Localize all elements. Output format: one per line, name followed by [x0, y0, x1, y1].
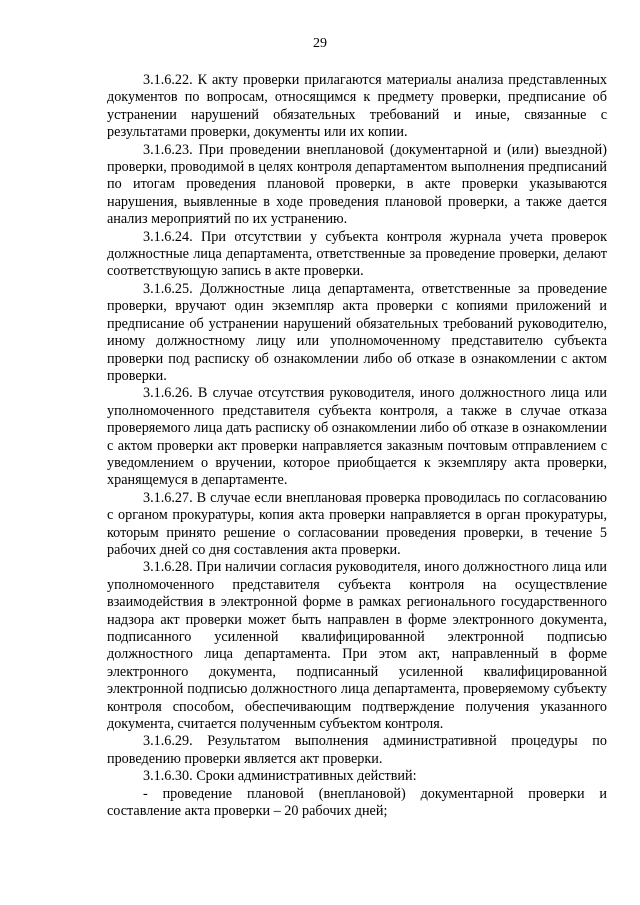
- paragraph-3-1-6-25: 3.1.6.25. Должностные лица департамента, ответственные за проведение проверки, вручают один экземпляр акта проверки с копиями приложений и предписание об устранении нарушений обязательных требований руководителю, иному должностному лицу или уполномоченному представителю субъекта проверки под расписку об ознакомлении либо об отказе в ознакомлении с актом проверки.: [107, 280, 607, 384]
- paragraph-3-1-6-30: 3.1.6.30. Сроки административных действий:: [143, 768, 417, 785]
- paragraph-3-1-6-28: 3.1.6.28. При наличии согласия руководителя, иного должностного лица или уполномоченного представителя субъекта контроля на осуществление взаимодействия в электронной форме в рамках регионального государственного надзора акт проверки может быть направлен в форме электронного документа, подписанного усиленной квалифицированной электронной подписью должностного лица департамента. При этом акт, направленный в форме электронного документа, подписанный усиленной квалифицированной электронной подписью должностного лица департамента, проверяемому субъекту контроля способом, обеспечивающим подтверждение получения указанного документа, считается полученным субъектом контроля.: [107, 559, 607, 733]
- list-item-documentary-check-deadline: - проведение плановой (внеплановой) документарной проверки и составление акта проверки – 20 рабочих дней;: [107, 785, 607, 820]
- paragraph-3-1-6-29: 3.1.6.29. Результатом выполнения административной процедуры по проведению проверки является акт проверки.: [107, 733, 607, 767]
- paragraph-3-1-6-24: 3.1.6.24. При отсутствии у субъекта контроля журнала учета проверок должностные лица департамента, ответственные за проведение проверки, делают соответствующую запись в акте проверки.: [107, 228, 607, 280]
- paragraph-3-1-6-26: 3.1.6.26. В случае отсутствия руководителя, иного должностного лица или уполномоченного представителя субъекта контроля, а также в случае отказа проверяемого лица дать расписку об ознакомлении либо об отказе в ознакомлении с актом проверки акт проверки направляется заказным почтовым отправлением с уведомлением о вручении, которое приобщается к экземпляру акта проверки, хранящемуся в департаменте.: [107, 385, 607, 489]
- paragraph-3-1-6-23: 3.1.6.23. При проведении внеплановой (документарной и (или) выездной) проверки, проводимой в целях контроля департаментом выполнения предписаний по итогам проведения плановой проверки, в акте проверки указываются нарушения, выявленные в ходе проведения плановой проверки, а также дается анализ мероприятий по их устранению.: [107, 141, 607, 228]
- document-body: [107, 72, 607, 820]
- page-number: 29: [313, 36, 327, 51]
- paragraph-3-1-6-27: 3.1.6.27. В случае если внеплановая проверка проводилась по согласованию с органом прокуратуры, копия акта проверки направляется в орган прокуратуры, которым принято решение о согласовании проведения проверки, в течение 5 рабочих дней со дня составления акта проверки.: [107, 489, 607, 558]
- paragraph-3-1-6-22: 3.1.6.22. К акту проверки прилагаются материалы анализа представленных документов по вопросам, относящимся к предмету проверки, предписание об устранении нарушений обязательных требований и иные, связанные с результатами проверки, документы или их копии.: [107, 72, 607, 141]
